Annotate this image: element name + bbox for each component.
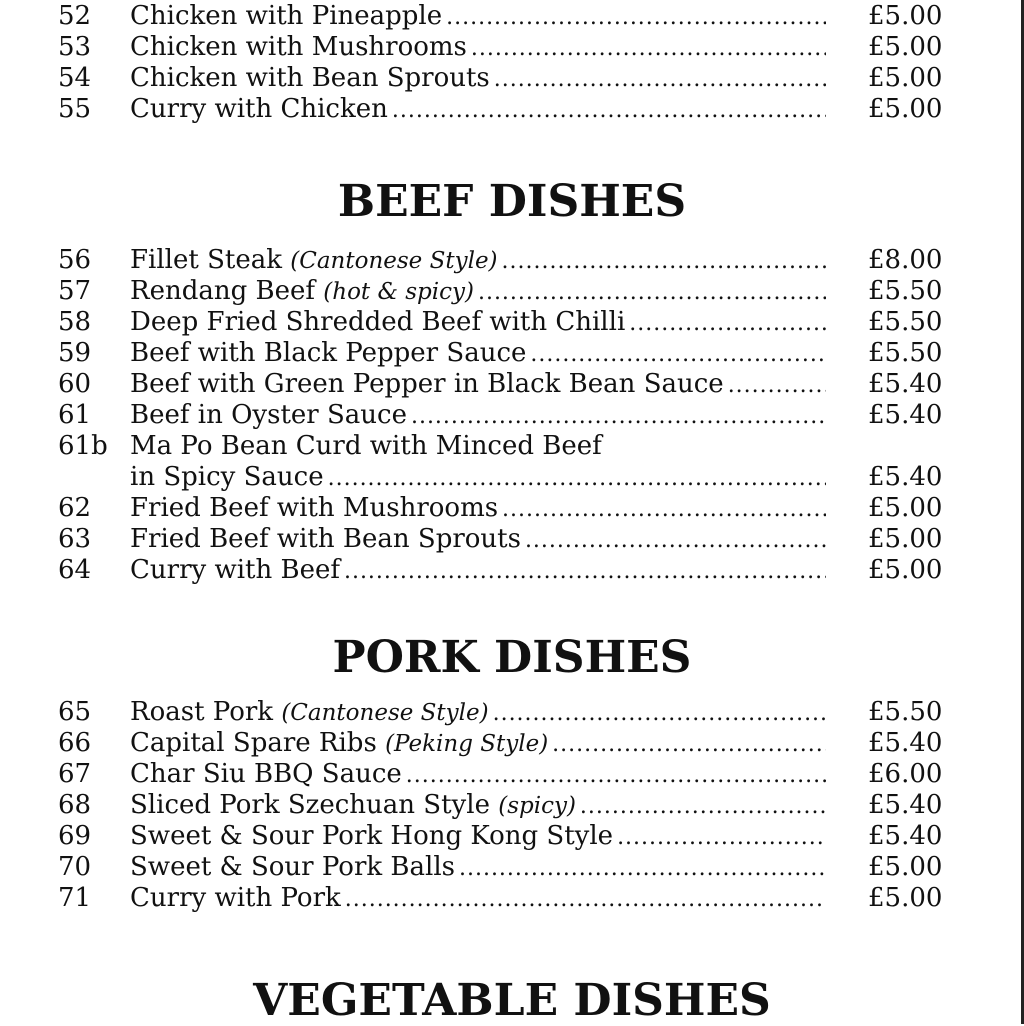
- item-number: 68: [58, 790, 92, 820]
- item-name-text: Curry with Chicken: [130, 94, 388, 124]
- item-name: [130, 821, 826, 853]
- item-note: (Cantonese Style): [290, 248, 498, 274]
- item-name: [130, 728, 826, 760]
- menu-item: [0, 369, 1024, 400]
- item-price: £6.00: [868, 759, 943, 789]
- item-name: [130, 400, 826, 432]
- menu-item: [0, 32, 1024, 63]
- item-number: 61: [58, 400, 92, 430]
- item-note: (spicy): [498, 793, 576, 819]
- item-name: [130, 245, 826, 277]
- item-number: 60: [58, 369, 92, 399]
- menu-item: [0, 555, 1024, 586]
- item-number: 66: [58, 728, 92, 758]
- chicken-dishes-list: [0, 1, 1024, 125]
- item-number: 55: [58, 94, 92, 124]
- item-name: [130, 883, 826, 915]
- item-price: £5.00: [868, 63, 943, 93]
- section-title-pork: PORK DISHES: [332, 632, 692, 683]
- item-name-text: Char Siu BBQ Sauce: [130, 759, 402, 789]
- item-price: £5.00: [868, 524, 943, 554]
- item-name: [130, 759, 826, 791]
- item-name-line1: Ma Po Bean Curd with Minced Beef: [130, 431, 602, 461]
- item-name-text: Chicken with Bean Sprouts: [130, 63, 490, 93]
- item-name: [130, 852, 826, 884]
- item-name-text: Roast Pork: [130, 697, 282, 727]
- menu-item: [0, 493, 1024, 524]
- item-name-text: Sweet & Sour Pork Hong Kong Style: [130, 821, 614, 851]
- item-name-text: Fillet Steak: [130, 245, 291, 275]
- item-name-text: Beef in Oyster Sauce: [130, 400, 407, 430]
- item-name: [130, 790, 826, 822]
- menu-item: [0, 276, 1024, 307]
- item-name: [130, 32, 826, 64]
- item-note: (Peking Style): [385, 731, 549, 757]
- item-name: [130, 63, 826, 95]
- item-name-text: Beef with Green Pepper in Black Bean Sauce: [130, 369, 724, 399]
- item-price: £5.40: [868, 790, 943, 820]
- item-price: £5.00: [868, 493, 943, 523]
- item-number: 63: [58, 524, 92, 554]
- menu-item: [0, 245, 1024, 276]
- item-price: £5.40: [868, 462, 943, 492]
- item-price: £8.00: [868, 245, 943, 275]
- menu-item: [0, 852, 1024, 883]
- item-name: [130, 338, 826, 370]
- item-price: £5.40: [868, 400, 943, 430]
- item-number: 52: [58, 1, 92, 31]
- item-name: [130, 697, 826, 729]
- item-price: £5.50: [868, 307, 943, 337]
- item-price: £5.50: [868, 697, 943, 727]
- item-price: £5.00: [868, 883, 943, 913]
- item-price: £5.40: [868, 369, 943, 399]
- item-price: £5.00: [868, 1, 943, 31]
- item-name: [130, 94, 826, 126]
- item-name-text: Capital Spare Ribs: [130, 728, 386, 758]
- menu-item: [0, 883, 1024, 914]
- item-name-text: Sweet & Sour Pork Balls: [130, 852, 455, 882]
- item-number: 54: [58, 63, 92, 93]
- item-name-text: Chicken with Pineapple: [130, 1, 443, 31]
- menu-item: [0, 338, 1024, 369]
- item-name-text: Rendang Beef: [130, 276, 324, 306]
- item-number: 67: [58, 759, 92, 789]
- item-name-text: in Spicy Sauce: [130, 462, 324, 492]
- item-name-text: Fried Beef with Bean Sprouts: [130, 524, 521, 554]
- menu-item: [0, 821, 1024, 852]
- item-number: 71: [58, 883, 92, 913]
- beef-dishes-list: [0, 245, 1024, 586]
- item-number: 57: [58, 276, 92, 306]
- item-number: 69: [58, 821, 92, 851]
- item-price: £5.00: [868, 852, 943, 882]
- item-number: 65: [58, 697, 92, 727]
- menu-item: [0, 790, 1024, 821]
- menu-item: [0, 728, 1024, 759]
- item-name: [130, 555, 826, 587]
- item-number: 59: [58, 338, 92, 368]
- item-note: (Cantonese Style): [281, 700, 489, 726]
- item-price: £5.00: [868, 32, 943, 62]
- item-name-text: Sliced Pork Szechuan Style: [130, 790, 499, 820]
- item-name: [130, 1, 826, 33]
- item-name-text: Curry with Pork: [130, 883, 341, 913]
- item-price: £5.00: [868, 555, 943, 585]
- menu-item: [0, 431, 1024, 493]
- item-name: [130, 524, 826, 556]
- item-name: [130, 307, 826, 339]
- item-name: [130, 493, 826, 525]
- item-number: 64: [58, 555, 92, 585]
- menu-item: [0, 524, 1024, 555]
- item-price: £5.50: [868, 338, 943, 368]
- item-name-text: Deep Fried Shredded Beef with Chilli: [130, 307, 626, 337]
- item-price: £5.40: [868, 728, 943, 758]
- item-price: £5.00: [868, 94, 943, 124]
- item-name-text: Beef with Black Pepper Sauce: [130, 338, 527, 368]
- menu-item: [0, 94, 1024, 125]
- item-number: 56: [58, 245, 92, 275]
- item-number: 53: [58, 32, 92, 62]
- item-price: £5.40: [868, 821, 943, 851]
- item-name-text: Fried Beef with Mushrooms: [130, 493, 499, 523]
- item-name-text: Chicken with Mushrooms: [130, 32, 467, 62]
- item-number: 62: [58, 493, 92, 523]
- item-name: [130, 462, 826, 494]
- item-name: [130, 369, 826, 401]
- pork-dishes-list: [0, 697, 1024, 914]
- menu-item: [0, 63, 1024, 94]
- item-number: 58: [58, 307, 92, 337]
- menu-item: [0, 759, 1024, 790]
- section-title-vegetable: VEGETABLE DISHES: [253, 975, 771, 1026]
- item-name-text: Curry with Beef: [130, 555, 340, 585]
- menu-item: [0, 1, 1024, 32]
- section-title-beef: BEEF DISHES: [337, 176, 687, 227]
- menu-item: [0, 400, 1024, 431]
- item-name: [130, 276, 826, 308]
- item-number: 70: [58, 852, 92, 882]
- menu-item: [0, 697, 1024, 728]
- item-note: (hot & spicy): [323, 279, 474, 305]
- item-price: £5.50: [868, 276, 943, 306]
- item-number: 61b: [58, 431, 108, 461]
- menu-item: [0, 307, 1024, 338]
